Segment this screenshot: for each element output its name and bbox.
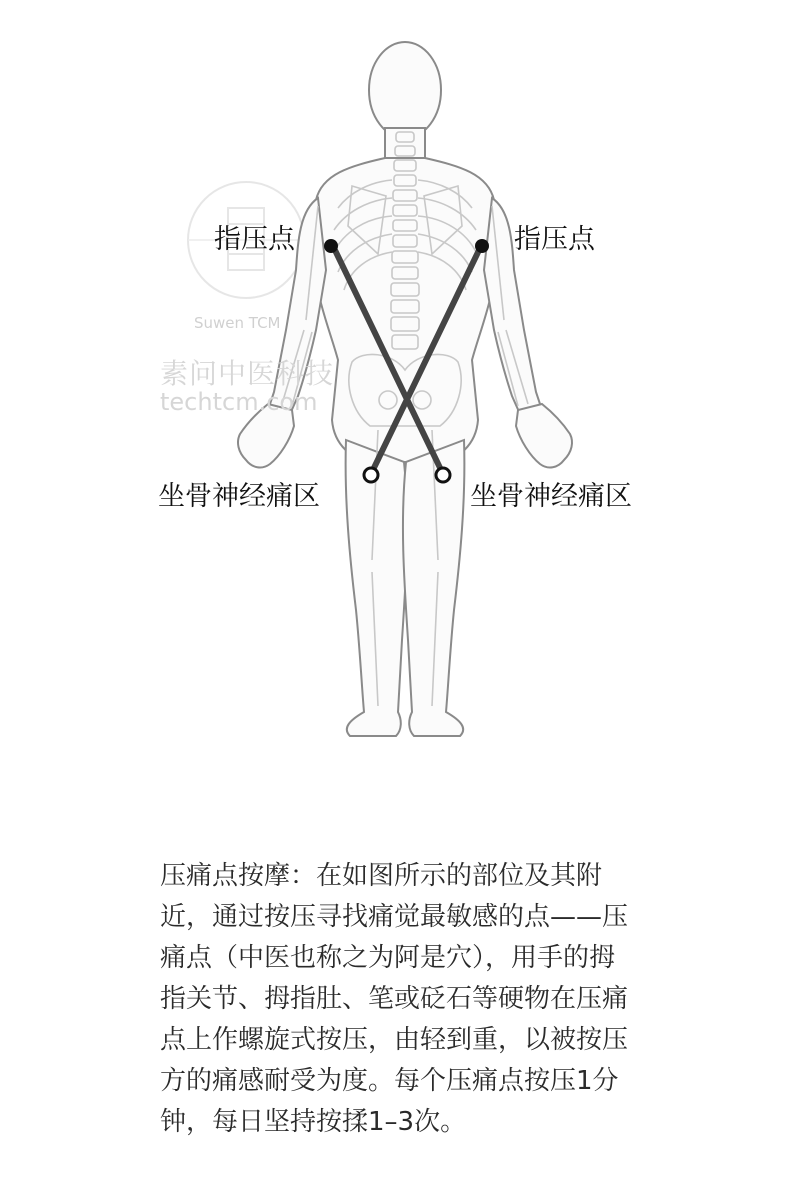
massage-instructions-caption: 压痛点按摩：在如图所示的部位及其附近，通过按压寻找痛觉最敏感的点——压痛点（中医也称之为阿是穴），用手的拇指关节、拇指肚、笔或砭石等硬物在压痛点上作螺旋式按压，由轻到重，以被按压方的痛感耐受为度。每个压痛点按压1分钟，每日坚持按揉1–3次。: [160, 861, 629, 1137]
right-pressure-point: [475, 239, 489, 253]
torso: [312, 158, 498, 462]
left-pressure-point-label: 指压点: [214, 224, 295, 255]
right-leg: [403, 440, 464, 736]
right-sciatica-zone-marker: [436, 468, 450, 482]
watermark-latin-text: Suwen TCM: [194, 314, 281, 332]
right-hand: [516, 404, 572, 467]
left-pressure-point: [324, 239, 338, 253]
watermark-url-text: techtcm.com: [160, 388, 318, 416]
right-pressure-point-label: 指压点: [514, 224, 595, 255]
left-sciatica-zone-marker: [364, 468, 378, 482]
left-sciatica-zone-label: 坐骨神经痛区: [158, 481, 320, 512]
watermark-chinese-text: 素问中医科技: [160, 357, 335, 390]
head: [369, 42, 441, 138]
right-sciatica-zone-label: 坐骨神经痛区: [470, 481, 632, 512]
left-leg: [346, 440, 407, 736]
